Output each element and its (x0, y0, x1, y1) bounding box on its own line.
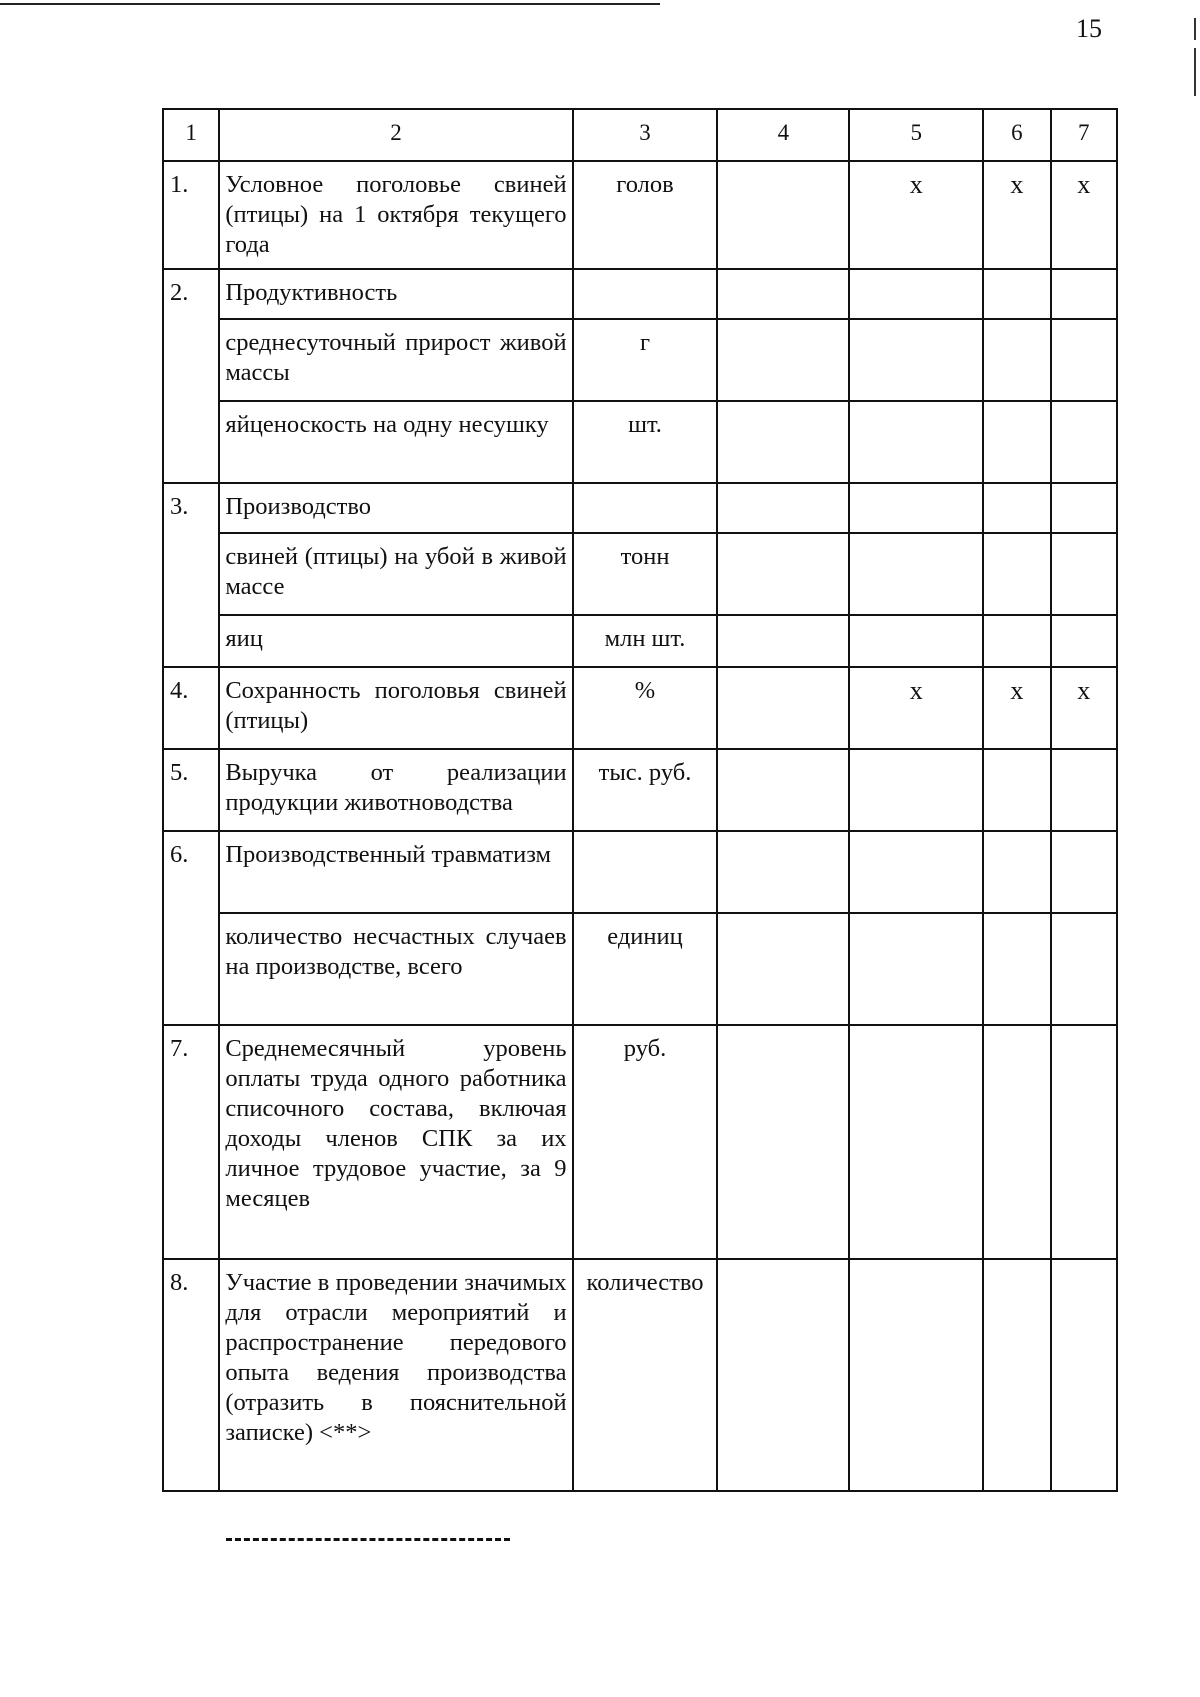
value-cell (717, 161, 849, 269)
header-cell: 1 (163, 109, 219, 161)
indicator-name: Продуктивность (219, 269, 572, 319)
indicator-name: Сохранность поголовья свиней (птицы) (219, 667, 572, 749)
indicators-table (162, 108, 1118, 1492)
table-row (163, 615, 1117, 667)
value-cell (1051, 1025, 1117, 1259)
value-cell (849, 401, 983, 483)
value-cell (849, 831, 983, 913)
table-row (163, 161, 1117, 269)
table-row (163, 401, 1117, 483)
row-number: 8. (163, 1259, 219, 1491)
unit-cell: количество (573, 1259, 718, 1491)
value-cell (717, 913, 849, 1025)
value-cell (717, 831, 849, 913)
value-cell (1051, 615, 1117, 667)
unit-cell: млн шт. (573, 615, 718, 667)
unit-cell: % (573, 667, 718, 749)
value-cell (849, 1025, 983, 1259)
value-cell (849, 1259, 983, 1491)
unit-cell: г (573, 319, 718, 401)
unit-cell (573, 483, 718, 533)
unit-cell (573, 269, 718, 319)
unit-cell: единиц (573, 913, 718, 1025)
indicator-name: Участие в проведении значимых для отрасли мероприятий и распространение передового опыта ведения производства (отразить в пояснительной записке) <**> (219, 1259, 572, 1491)
table-row (163, 319, 1117, 401)
header-cell: 5 (849, 109, 983, 161)
value-cell (983, 319, 1050, 401)
value-cell (983, 749, 1050, 831)
indicator-name: количество несчастных случаев на производстве, всего (219, 913, 572, 1025)
value-cell (983, 533, 1050, 615)
value-cell (983, 401, 1050, 483)
value-cell (1051, 1259, 1117, 1491)
row-number: 4. (163, 667, 219, 749)
value-cell (983, 1025, 1050, 1259)
value-cell (1051, 319, 1117, 401)
value-cell (717, 615, 849, 667)
value-cell (717, 319, 849, 401)
indicator-name: Производство (219, 483, 572, 533)
header-cell: 6 (983, 109, 1050, 161)
header-cell: 4 (717, 109, 849, 161)
value-cell (983, 615, 1050, 667)
value-cell: x (849, 667, 983, 749)
unit-cell: тонн (573, 533, 718, 615)
row-number: 7. (163, 1025, 219, 1259)
value-cell (849, 615, 983, 667)
value-cell (1051, 269, 1117, 319)
value-cell (849, 483, 983, 533)
row-number: 6. (163, 831, 219, 1025)
value-cell (849, 749, 983, 831)
table-row (163, 269, 1117, 319)
header-cell: 3 (573, 109, 718, 161)
value-cell (717, 483, 849, 533)
table-row (163, 749, 1117, 831)
row-number: 3. (163, 483, 219, 667)
value-cell (849, 533, 983, 615)
indicator-name: яиц (219, 615, 572, 667)
unit-cell: голов (573, 161, 718, 269)
value-cell (1051, 831, 1117, 913)
value-cell (849, 913, 983, 1025)
value-cell (1051, 401, 1117, 483)
footnote-separator (226, 1538, 510, 1541)
table-row (163, 1025, 1117, 1259)
unit-cell: тыс. руб. (573, 749, 718, 831)
indicator-name: среднесуточный прирост живой массы (219, 319, 572, 401)
table-row (163, 1259, 1117, 1491)
value-cell (717, 269, 849, 319)
value-cell (1051, 749, 1117, 831)
value-cell (983, 1259, 1050, 1491)
value-cell: x (1051, 161, 1117, 269)
row-number: 5. (163, 749, 219, 831)
table-row (163, 831, 1117, 913)
unit-cell: шт. (573, 401, 718, 483)
indicator-name: Производственный травматизм (219, 831, 572, 913)
scan-edge-mark (1194, 48, 1196, 96)
indicator-name: Среднемесячный уровень оплаты труда одного работника списочного состава, включая доходы членов СПК за их личное трудовое участие, за 9 месяцев (219, 1025, 572, 1259)
scan-edge-line (0, 3, 660, 5)
page-number: 15 (1076, 14, 1102, 43)
value-cell (1051, 913, 1117, 1025)
value-cell (717, 749, 849, 831)
indicator-name: Условное поголовье свиней (птицы) на 1 октября текущего года (219, 161, 572, 269)
header-row (163, 109, 1117, 161)
value-cell (983, 483, 1050, 533)
value-cell (983, 913, 1050, 1025)
value-cell (849, 319, 983, 401)
table-row (163, 667, 1117, 749)
value-cell (983, 831, 1050, 913)
value-cell (1051, 533, 1117, 615)
value-cell (717, 1025, 849, 1259)
table-row (163, 913, 1117, 1025)
indicator-name: Выручка от реализации продукции животноводства (219, 749, 572, 831)
unit-cell: руб. (573, 1025, 718, 1259)
value-cell: x (849, 161, 983, 269)
header-cell: 2 (219, 109, 572, 161)
indicator-name: свиней (птицы) на убой в живой массе (219, 533, 572, 615)
row-number: 1. (163, 161, 219, 269)
value-cell (717, 533, 849, 615)
header-cell: 7 (1051, 109, 1117, 161)
indicator-name: яйценоскость на одну несушку (219, 401, 572, 483)
value-cell: x (1051, 667, 1117, 749)
table-row (163, 533, 1117, 615)
value-cell (849, 269, 983, 319)
unit-cell (573, 831, 718, 913)
value-cell: x (983, 667, 1050, 749)
value-cell (717, 1259, 849, 1491)
row-number: 2. (163, 269, 219, 483)
value-cell: x (983, 161, 1050, 269)
value-cell (1051, 483, 1117, 533)
value-cell (717, 667, 849, 749)
table-row (163, 483, 1117, 533)
value-cell (717, 401, 849, 483)
scan-edge-mark (1194, 18, 1196, 40)
value-cell (983, 269, 1050, 319)
